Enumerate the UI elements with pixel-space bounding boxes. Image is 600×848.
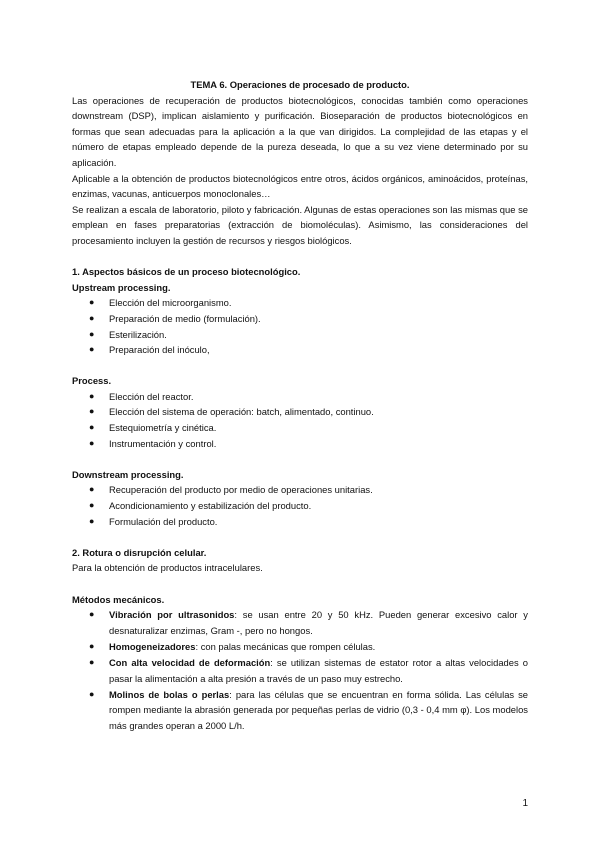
downstream-heading: Downstream processing. [72, 468, 184, 480]
list-item: ● Formulación del producto. [72, 514, 528, 530]
method-description: : con palas mecánicas que rompen células. [195, 640, 376, 652]
list-item: ● Instrumentación y control. [72, 436, 528, 452]
document-page [72, 77, 528, 734]
methods-heading: Métodos mecánicos. [72, 593, 165, 605]
method-term: Homogeneizadores [109, 640, 196, 652]
intro-paragraph-2: Aplicable a la obtención de productos biotecnológicos entre otros, ácidos orgánicos, aminoácidos, proteínas, enzimas, vacunas, anticuerpos monoclonales… [72, 172, 528, 200]
list-item: ● Recuperación del producto por medio de operaciones unitarias. [72, 482, 528, 498]
method-item [72, 655, 528, 686]
list-item: ● Elección del microorganismo. [72, 295, 528, 311]
list-item: ● Esterilización. [72, 327, 528, 343]
page-number: 1 [522, 798, 528, 809]
method-item [72, 687, 528, 734]
method-item [72, 607, 528, 638]
section-2-text: Para la obtención de productos intracelulares. [72, 562, 263, 574]
section-1-heading: 1. Aspectos básicos de un proceso biotecnológico. [72, 266, 301, 278]
upstream-heading: Upstream processing. [72, 281, 171, 293]
intro-paragraph-3: Se realizan a escala de laboratorio, piloto y fabricación. Algunas de estas operaciones son las mismas que se emplean en fases preparatorias (extracción de biomoléculas). Asimismo, las consideraciones del procesamiento incluyen la gestión de recursos y riesgos biológicos. [72, 203, 528, 246]
page-title: TEMA 6. Operaciones de procesado de producto. [190, 79, 410, 90]
list-item: ● Elección del reactor. [72, 389, 528, 405]
upstream-list [72, 295, 528, 357]
list-item: ● Elección del sistema de operación: batch, alimentado, continuo. [72, 404, 528, 420]
process-heading: Process. [72, 375, 112, 387]
list-item: ● Estequiometría y cinética. [72, 420, 528, 436]
method-description: : para las células que se encuentran en forma sólida. Las células se rompen mediante la abrasión generada por pequeñas perlas de vidrio (0,3 - 0,4 mm φ). Los modelos más grandes operan a 2000 L/h. [109, 688, 529, 731]
method-term: Vibración por ultrasonidos [109, 609, 235, 621]
method-description: : se usan entre 20 y 50 kHz. Pueden generar excesivo calor y desnaturalizar enzimas, Gram -, pero no hongos. [109, 609, 528, 636]
method-item [72, 639, 528, 655]
process-list [72, 389, 528, 451]
method-description: : se utilizan sistemas de estator rotor a altas velocidades o pasar la alimentación a alta presión a través de un paso muy estrecho. [109, 656, 528, 684]
section-2-heading: 2. Rotura o disrupción celular. [72, 546, 207, 558]
method-term: Molinos de bolas o perlas [109, 688, 230, 700]
method-term: Con alta velocidad de deformación [109, 656, 271, 668]
methods-list [72, 607, 528, 733]
list-item: ● Preparación del inóculo, [72, 342, 528, 358]
intro-paragraph-1: Las operaciones de recuperación de productos biotecnológicos, conocidas también como operaciones downstream (DSP), implican aislamiento y purificación. Bioseparación de productos biotecnológicos en formas que sean adecuadas para la aplicación a la que van dirigidos. La complejidad de las etapas y el número de etapas empleado depende de la pureza deseada, lo que a su vez viene determinado por su aplicación. [72, 94, 528, 168]
list-item: ● Preparación de medio (formulación). [72, 311, 528, 327]
downstream-list [72, 482, 528, 529]
list-item: ● Acondicionamiento y estabilización del producto. [72, 498, 528, 514]
